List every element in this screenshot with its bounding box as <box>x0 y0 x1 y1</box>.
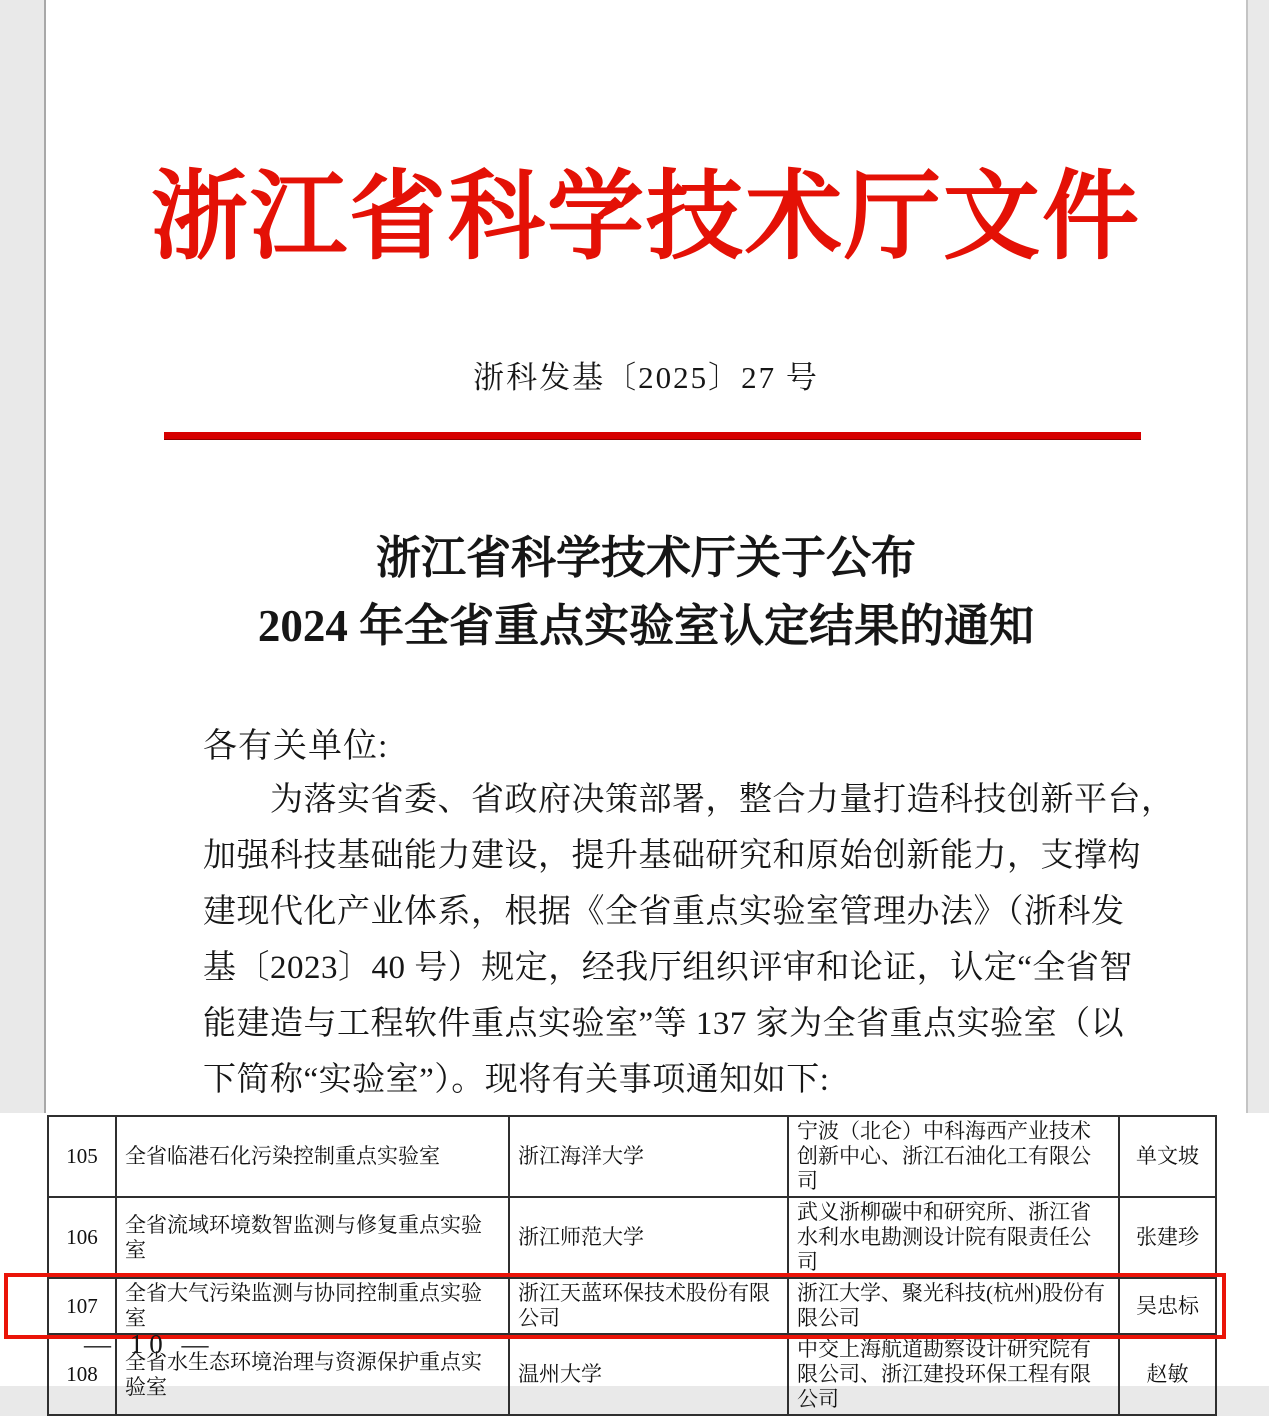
table-page-section <box>0 1113 1269 1411</box>
body-line: 下简称“实验室”）。现将有关事项通知如下: <box>203 1062 830 1098</box>
red-divider-rule <box>164 432 1141 440</box>
laboratory-table <box>47 1115 1217 1416</box>
host-org-cell: 温州大学 <box>509 1334 788 1415</box>
host-org-cell: 浙江海洋大学 <box>509 1116 788 1197</box>
body-line: 为落实省委、省政府决策部署，整合力量打造科技创新平台， <box>270 782 1175 818</box>
lab-name-cell: 全省水生态环境治理与资源保护重点实验室 <box>116 1334 509 1415</box>
body-line: 加强科技基础能力建设，提升基础研究和原始创新能力，支撑构 <box>203 838 1141 874</box>
row-number-cell: 106 <box>48 1197 116 1278</box>
lab-name-cell: 全省大气污染监测与协同控制重点实验室 <box>116 1278 509 1334</box>
body-line: 基〔2023〕40 号）规定，经我厅组织评审和论证，认定“全省智 <box>203 950 1133 986</box>
lab-name-cell: 全省流域环境数智监测与修复重点实验室 <box>116 1197 509 1278</box>
director-cell: 赵敏 <box>1119 1334 1216 1415</box>
document-page <box>44 0 1248 1113</box>
host-org-cell: 浙江师范大学 <box>509 1197 788 1278</box>
director-cell: 张建珍 <box>1119 1197 1216 1278</box>
table-row <box>48 1197 1216 1278</box>
table-row <box>48 1116 1216 1197</box>
body-line: 建现代化产业体系，根据《全省重点实验室管理办法》（浙科发 <box>203 894 1125 930</box>
lab-name-cell: 全省临港石化污染控制重点实验室 <box>116 1116 509 1197</box>
partner-org-cell: 中交上海航道勘察设计研究院有限公司、浙江建投环保工程有限公司 <box>788 1334 1119 1415</box>
agency-letterhead-title: 浙江省科学技术厅文件 <box>151 164 1141 271</box>
document-number: 浙科发基〔2025〕27 号 <box>473 360 819 395</box>
table-row-highlighted <box>48 1278 1216 1334</box>
body-paragraph <box>203 772 1175 1108</box>
body-line: 能建造与工程软件重点实验室”等 137 家为全省重点实验室（以 <box>203 1006 1125 1042</box>
director-cell: 吴忠标 <box>1119 1278 1216 1334</box>
director-cell: 单文坡 <box>1119 1116 1216 1197</box>
row-number-cell: 107 <box>48 1278 116 1334</box>
notice-title-line2: 2024 年全省重点实验室认定结果的通知 <box>257 601 1035 651</box>
partner-org-cell: 武义浙柳碳中和研究所、浙江省水利水电勘测设计院有限责任公司 <box>788 1197 1119 1278</box>
partner-org-cell: 浙江大学、聚光科技(杭州)股份有限公司 <box>788 1278 1119 1334</box>
salutation: 各有关单位: <box>203 728 389 765</box>
host-org-cell: 浙江天蓝环保技术股份有限公司 <box>509 1278 788 1334</box>
row-number-cell: 108 <box>48 1334 116 1415</box>
partner-org-cell: 宁波（北仑）中科海西产业技术创新中心、浙江石油化工有限公司 <box>788 1116 1119 1197</box>
row-number-cell: 105 <box>48 1116 116 1197</box>
table-row <box>48 1334 1216 1415</box>
notice-title <box>46 524 1246 660</box>
notice-title-line1: 浙江省科学技术厅关于公布 <box>375 533 916 583</box>
page-number: — 10 — <box>84 1329 215 1359</box>
